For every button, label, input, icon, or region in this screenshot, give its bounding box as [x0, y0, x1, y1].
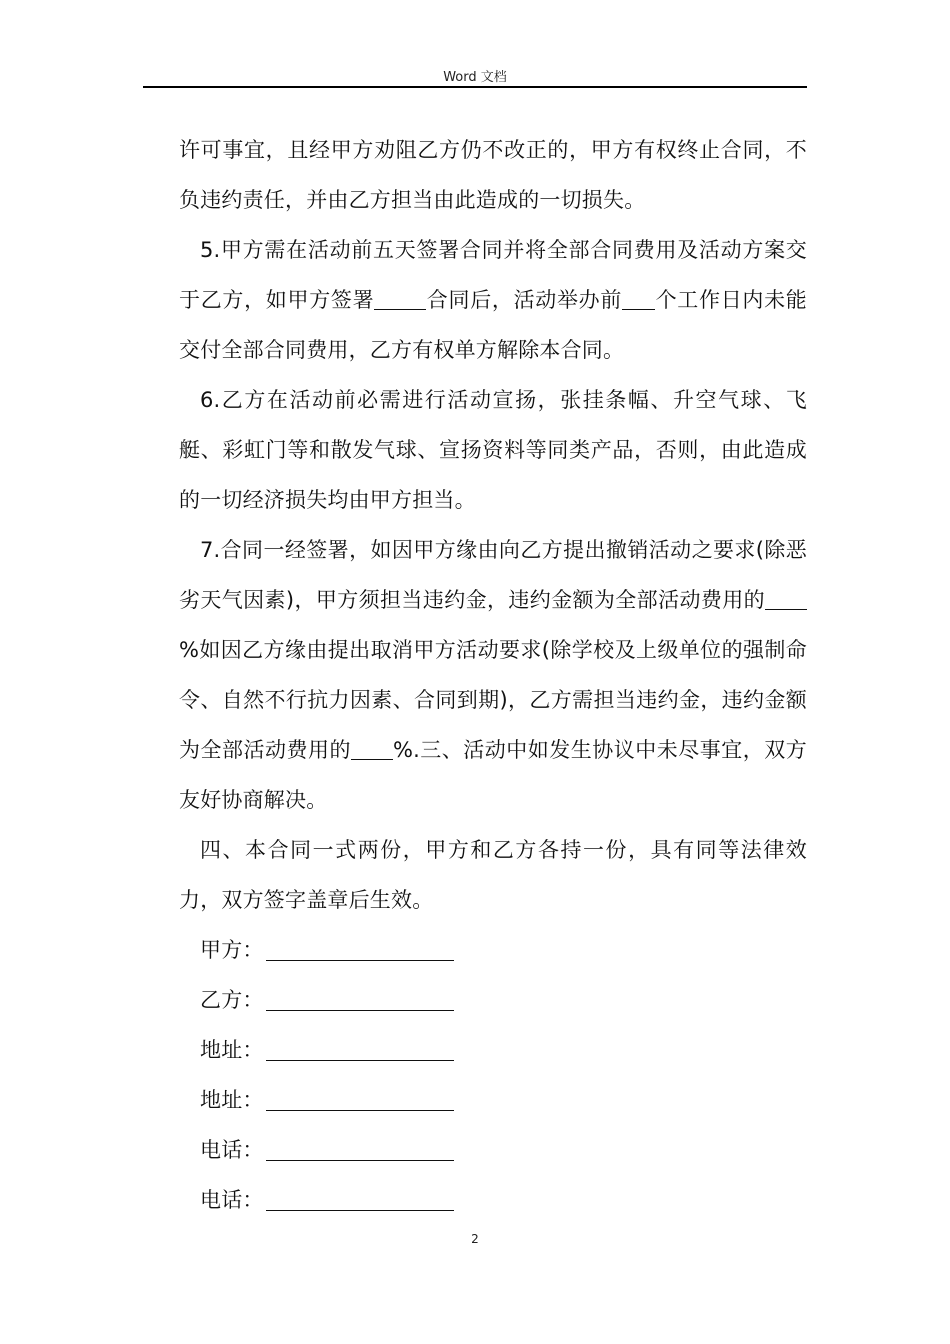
signature-line-phone-b — [179, 1175, 807, 1225]
signature-blank[interactable] — [266, 1078, 454, 1111]
document-body — [179, 125, 807, 1225]
signature-label: 乙方： — [200, 988, 264, 1012]
signature-line-address-b — [179, 1075, 807, 1125]
signature-label: 电话： — [200, 1188, 264, 1212]
header-divider — [143, 86, 807, 88]
signature-blank[interactable] — [266, 1178, 454, 1211]
signature-blank[interactable] — [266, 928, 454, 961]
signature-line-party-a — [179, 925, 807, 975]
blank-workdays[interactable] — [622, 285, 655, 310]
paragraph-section-4: 四、本合同一式两份，甲方和乙方各持一份，具有同等法律效力，双方签字盖章后生效。 — [179, 838, 807, 912]
blank-sign-date[interactable] — [374, 285, 426, 310]
blank-penalty-percent-a[interactable] — [765, 585, 807, 610]
paragraph-clause-6: 6.乙方在活动前必需进行活动宣扬，张挂条幅、升空气球、飞艇、彩虹门等和散发气球、宣扬资料等同类产品，否则，由此造成的一切经济损失均由甲方担当。 — [179, 388, 807, 512]
page-number: 2 — [471, 1232, 479, 1246]
clause-5-text-b: 合同后，活动举办前 — [426, 288, 623, 312]
clause-7-text-b: %如因乙方缘由提出取消甲方活动要求(除学校及上级单位的强制命令、自然不行抗力因素、合同到期)，乙方需担当违约金，违约金额为全部活动费用的 — [179, 638, 807, 762]
page-header-title: Word 文档 — [443, 70, 507, 85]
signature-label: 甲方： — [200, 938, 264, 962]
signature-blank[interactable] — [266, 1128, 454, 1161]
blank-penalty-percent-b[interactable] — [351, 735, 393, 760]
signature-label: 地址： — [200, 1038, 264, 1062]
signature-blank[interactable] — [266, 978, 454, 1011]
signature-line-party-b — [179, 975, 807, 1025]
clause-7-text-a: 7.合同一经签署，如因甲方缘由向乙方提出撤销活动之要求(除恶劣天气因素)，甲方须担当违约金，违约金额为全部活动费用的 — [179, 538, 807, 612]
signature-line-phone-a — [179, 1125, 807, 1175]
signature-blank[interactable] — [266, 1028, 454, 1061]
clause-5-text-a: 5.甲方需在活动前五天签署合同并将全部合同费用及活动方案交于乙方，如甲方签署 — [179, 238, 807, 312]
signature-label: 电话： — [200, 1138, 264, 1162]
paragraph-clause-5 — [179, 225, 807, 375]
clause-5-text-c: 个工作日内未能交付全部合同费用，乙方有权单方解除本合同。 — [179, 288, 807, 362]
clause-7-text-c: %.三、活动中如发生协议中未尽事宜，双方友好协商解决。 — [179, 738, 807, 812]
paragraph-continuation: 许可事宜，且经甲方劝阻乙方仍不改正的，甲方有权终止合同，不负违约责任，并由乙方担当由此造成的一切损失。 — [179, 138, 807, 212]
signature-line-address-a — [179, 1025, 807, 1075]
paragraph-clause-7 — [179, 525, 807, 825]
signature-label: 地址： — [200, 1088, 264, 1112]
